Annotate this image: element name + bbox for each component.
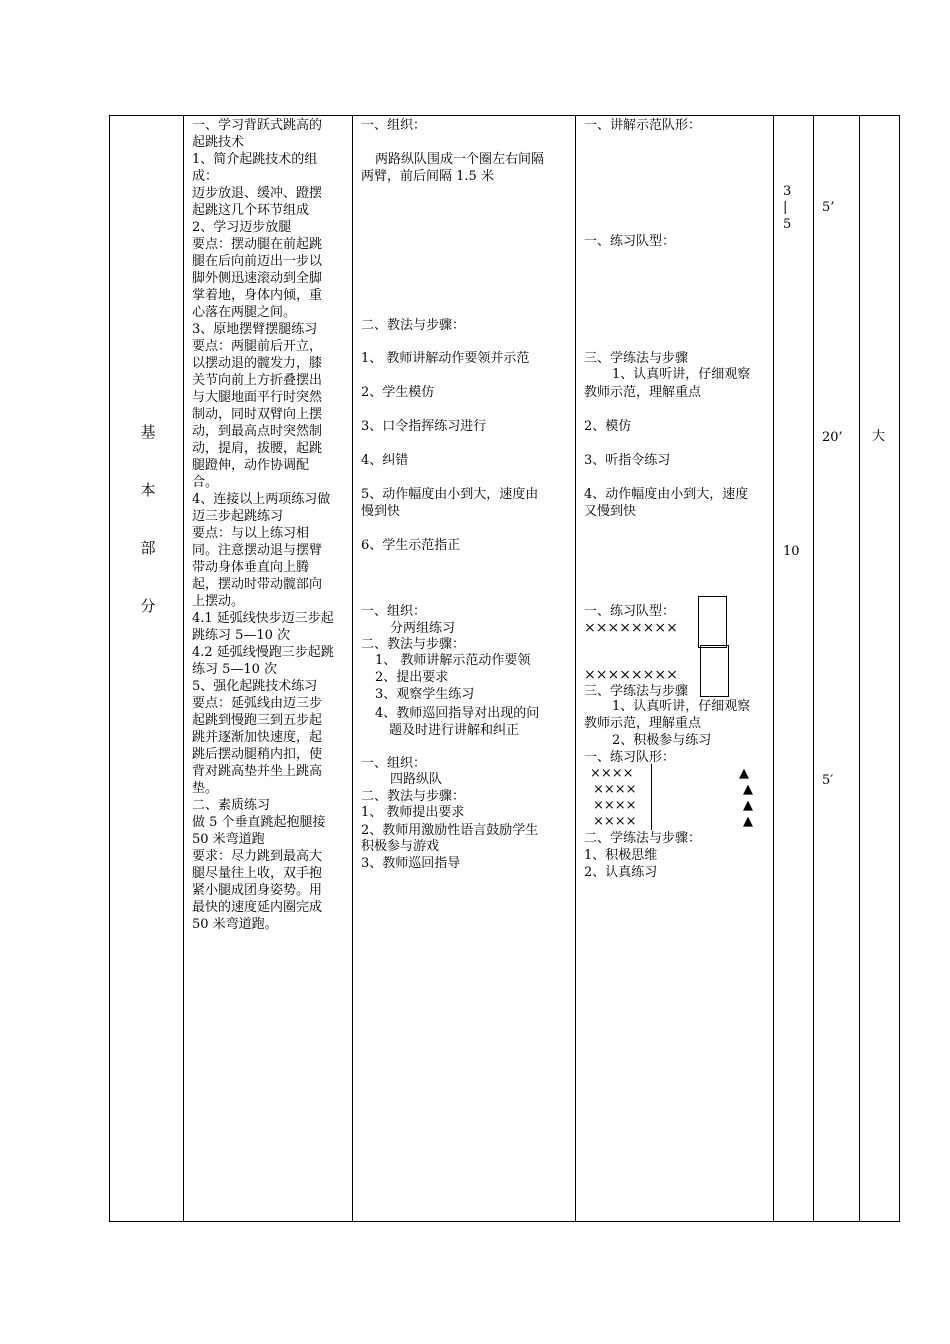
content-line: 1、简介起跳技术的组 xyxy=(192,152,318,167)
col-divider xyxy=(183,115,184,1222)
content-line: 起，摆动时带动髋部向 xyxy=(192,577,323,592)
content-line: 要点：与以上练习相 xyxy=(192,526,310,541)
method-step: 1、 教师提出要求 xyxy=(361,805,465,820)
table-top-border xyxy=(109,115,900,116)
content-column xyxy=(192,117,348,933)
content-line: 二、素质练习 xyxy=(192,798,271,813)
formation-row: ×××××××× xyxy=(584,620,678,636)
col-divider xyxy=(773,115,774,1222)
learn-step: 1、积极思维 xyxy=(584,848,658,863)
time-value: 5’ xyxy=(822,200,835,215)
content-line: 5、强化起跳技术练习 xyxy=(192,679,318,694)
method-step: 6、学生示范指正 xyxy=(361,538,461,553)
content-line: 4.2 延弧线慢跑三步起跳 xyxy=(192,645,334,660)
col-divider xyxy=(109,115,110,1222)
content-line: 4.1 延弧线快步迈三步起 xyxy=(192,611,334,626)
method-step: 积极参与游戏 xyxy=(361,839,440,854)
org-title: 一、组织： xyxy=(361,756,427,771)
org-line: 四路纵队 xyxy=(390,772,443,787)
content-line: 动，到最高点时突然制 xyxy=(192,424,323,439)
col-divider xyxy=(899,115,900,1222)
learn-step: 3、听指令练习 xyxy=(584,453,671,468)
org-line: 两路纵队围成一个圈左右间隔 xyxy=(375,152,545,167)
method-title: 二、教法与步骤： xyxy=(361,789,466,804)
method-step: 3、观察学生练习 xyxy=(375,687,475,702)
col-divider xyxy=(859,115,860,1222)
learn-step: 教师示范，理解重点 xyxy=(584,385,702,400)
formation-title: 一、练习队型： xyxy=(584,604,676,619)
content-line: 跳并逐渐加快速度，起 xyxy=(192,730,323,745)
learn-step: 教师示范，理解重点 xyxy=(584,716,702,731)
content-line: 做 5 个垂直跳起抱腿接 xyxy=(192,815,326,830)
intensity-value: 大 xyxy=(872,429,886,444)
method-step: 4、教师巡回指导对出现的问 xyxy=(375,706,540,721)
org-line: 分两组练习 xyxy=(390,621,456,636)
formation-row: ×××× xyxy=(593,782,637,797)
method-step: 3、教师巡回指导 xyxy=(361,856,461,871)
content-line: 合。 xyxy=(192,475,219,490)
section-char: 部 xyxy=(140,539,156,557)
reps-value: 3 xyxy=(783,184,792,199)
content-line: 跳练习 5—10 次 xyxy=(192,628,291,643)
table-bottom-border xyxy=(109,1221,900,1222)
learn-step: 4、动作幅度由小到大，速度 xyxy=(584,487,749,502)
content-line: 起跳这几个环节组成 xyxy=(192,203,310,218)
reps-dash: | xyxy=(783,200,788,215)
learn-step: 2、积极参与练习 xyxy=(612,733,712,748)
reps-value: 10 xyxy=(783,544,800,559)
learn-step: 又慢到快 xyxy=(584,504,637,519)
method-step: 慢到快 xyxy=(361,504,401,519)
learn-title: 二、学练法与步骤： xyxy=(584,831,702,846)
content-line: 2、学习迈步放腿 xyxy=(192,220,292,235)
content-line: 上摆动。 xyxy=(192,594,245,609)
content-line: 迈步放退、缓冲、蹬摆 xyxy=(192,186,323,201)
method-step: 5、动作幅度由小到大，速度由 xyxy=(361,487,539,502)
org-title: 一、组织： xyxy=(361,118,427,133)
formation-row: ×××× xyxy=(590,766,634,781)
method-step: 题及时进行讲解和纠正 xyxy=(389,723,520,738)
formation-title: 一、练习队型： xyxy=(584,234,676,249)
content-line: 心落在两腿之间。 xyxy=(192,305,297,320)
content-line: 一、学习背跃式跳高的 xyxy=(192,118,323,133)
method-step: 2、提出要求 xyxy=(375,670,449,685)
content-line: 最快的速度延内圈完成 xyxy=(192,900,323,915)
content-line: 动，提肩，拔腰，起跳 xyxy=(192,441,323,456)
section-char: 基 xyxy=(140,423,156,441)
start-line xyxy=(651,764,652,830)
col-divider xyxy=(575,115,576,1222)
formation-title: 一、练习队形： xyxy=(584,750,676,765)
method-step: 4、纠错 xyxy=(361,453,409,468)
method-step: 2、学生模仿 xyxy=(361,385,435,400)
content-line: 带动身体垂直向上腾 xyxy=(192,560,310,575)
content-line: 与大腿地面平行时突然 xyxy=(192,390,323,405)
content-line: 要点：延弧线由迈三步 xyxy=(192,696,323,711)
content-line: 迈三步起跳练习 xyxy=(192,509,284,524)
time-value: 20’ xyxy=(822,430,843,445)
method-title: 二、教法与步骤： xyxy=(361,637,466,652)
triangle-icon: ▲ xyxy=(743,798,753,813)
formation-row: ×××× xyxy=(593,814,637,829)
content-line: 50 米弯道跑。 xyxy=(192,917,278,932)
triangle-icon: ▲ xyxy=(743,782,753,797)
mat-box xyxy=(700,645,729,697)
learn-title: 三、学练法与步骤 xyxy=(584,351,689,366)
content-line: 4、连接以上两项练习做 xyxy=(192,492,331,507)
learn-step: 2、认真练习 xyxy=(584,865,658,880)
content-line: 跳后摆动腿稍内扣，使 xyxy=(192,747,323,762)
content-line: 起跳技术 xyxy=(192,135,245,150)
method-step: 1、 教师讲解动作要领并示范 xyxy=(361,351,530,366)
mat-box xyxy=(698,596,727,648)
reps-value: 5 xyxy=(783,217,792,232)
method-step: 1、 教师讲解示范动作要领 xyxy=(375,653,531,668)
content-line: 腿蹬伸，动作协调配 xyxy=(192,458,310,473)
time-value: 5′ xyxy=(822,773,834,788)
content-line: 制动，同时双臂向上摆 xyxy=(192,407,323,422)
content-line: 成： xyxy=(192,169,219,184)
col-divider xyxy=(813,115,814,1222)
section-char: 本 xyxy=(140,481,156,499)
org-title: 一、组织： xyxy=(361,604,427,619)
org-line: 两臂，前后间隔 1.5 米 xyxy=(361,169,494,184)
section-char: 分 xyxy=(140,597,156,615)
triangle-icon: ▲ xyxy=(743,814,753,829)
content-line: 垫。 xyxy=(192,781,219,796)
content-line: 背对跳高垫并坐上跳高 xyxy=(192,764,323,779)
content-line: 以摆动退的髋发力，膝 xyxy=(192,356,323,371)
formation-row: ×××××××× xyxy=(584,667,678,683)
content-line: 3、原地摆臂摆腿练习 xyxy=(192,322,318,337)
method-step: 2、教师用激励性语言鼓励学生 xyxy=(361,823,539,838)
method-title: 二、教法与步骤： xyxy=(361,318,466,333)
content-line: 关节向前上方折叠摆出 xyxy=(192,373,323,388)
triangle-icon: ▲ xyxy=(739,766,749,781)
content-line: 脚外侧迅速滚动到全脚 xyxy=(192,271,323,286)
learn-step: 1、认真听讲，仔细观察 xyxy=(612,367,751,382)
method-step: 3、口令指挥练习进行 xyxy=(361,419,487,434)
content-line: 起跳到慢跑三到五步起 xyxy=(192,713,323,728)
content-line: 要求：尽力跳到最高大 xyxy=(192,849,323,864)
content-line: 50 米弯道跑 xyxy=(192,832,265,847)
content-line: 练习 5—10 次 xyxy=(192,662,278,677)
content-line: 要点：两腿前后开立， xyxy=(192,339,323,354)
col-divider xyxy=(352,115,353,1222)
formation-title: 一、讲解示范队形： xyxy=(584,118,702,133)
content-line: 掌着地，身体内倾，重 xyxy=(192,288,323,303)
content-line: 紧小腿成团身姿势。用 xyxy=(192,883,323,898)
content-line: 同。注意摆动退与摆臂 xyxy=(192,543,323,558)
content-line: 腿尽量往上收，双手抱 xyxy=(192,866,323,881)
formation-row: ×××× xyxy=(593,798,637,813)
learn-title: 三、学练法与步骤 xyxy=(584,684,689,699)
learn-step: 2、模仿 xyxy=(584,419,632,434)
content-line: 腿在后向前迈出一步以 xyxy=(192,254,323,269)
learn-step: 1、认真听讲，仔细观察 xyxy=(612,699,751,714)
content-line: 要点：摆动腿在前起跳 xyxy=(192,237,323,252)
